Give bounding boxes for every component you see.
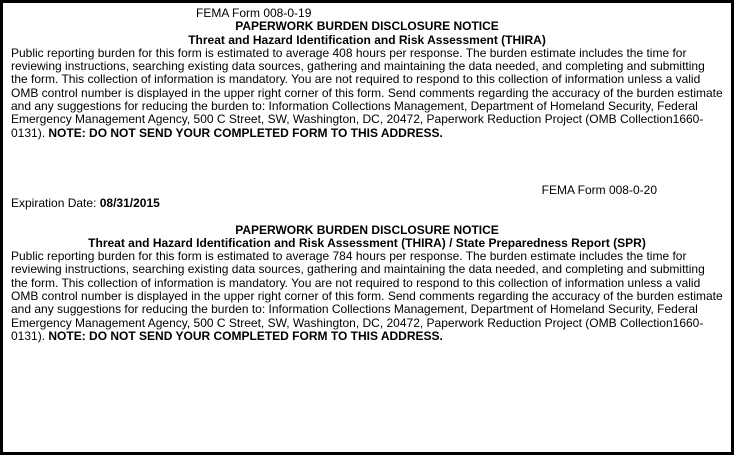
expiration-label: Expiration Date: (11, 196, 97, 211)
section2-paragraph (11, 250, 723, 343)
form-number-008-0-20: FEMA Form 008-0-20 (541, 182, 657, 197)
section1-title: PAPERWORK BURDEN DISCLOSURE NOTICE (235, 19, 499, 34)
section1-body-text: Public reporting burden for this form is estimated to average 408 hours per response. The burden estimate includes the time for reviewing instructions, searching existing data sources, gathering and maintaining the data needed, and completing and submitting the form. This collection of information is mandatory. You are not required to respond to this collection of information unless a valid OMB control number is displayed in the upper right corner of this form. Send comments regarding the accuracy of the burden estimate and any suggestions for reducing the burden to: Information Collections Management, Department of Homeland Security, Federal Emergency Management Agency, 500 C Street, SW, Washington, DC, 20472, Paperwork Reduction Project (OMB Collection1660-0131). (11, 45, 723, 140)
blank-line (11, 211, 723, 224)
section2-subtitle: Threat and Hazard Identification and Risk Assessment (THIRA) / State Preparedness Report (SPR) (88, 235, 646, 250)
section1-subtitle: Threat and Hazard Identification and Risk Assessment (THIRA) (188, 32, 546, 47)
section2-title: PAPERWORK BURDEN DISCLOSURE NOTICE (235, 222, 499, 237)
section2-note: NOTE: DO NOT SEND YOUR COMPLETED FORM TO THIS ADDRESS. (48, 328, 443, 343)
section-gap (11, 140, 723, 184)
form-number-008-0-19: FEMA Form 008-0-19 (196, 6, 312, 20)
expiration-date-line (11, 197, 723, 210)
section1-note: NOTE: DO NOT SEND YOUR COMPLETED FORM TO THIS ADDRESS. (48, 125, 443, 140)
expiration-value: 08/31/2015 (99, 196, 160, 211)
section2-body-text: Public reporting burden for this form is estimated to average 784 hours per response. The burden estimate includes the time for reviewing instructions, searching existing data sources, gathering and maintaining the data needed, and completing and submitting the form. This collection of information is mandatory. You are not required to respond to this collection of information unless a valid OMB control number is displayed in the upper right corner of this form. Send comments regarding the accuracy of the burden estimate and any suggestions for reducing the burden to: Information Collections Management, Department of Homeland Security, Federal Emergency Management Agency, 500 C Street, SW, Washington, DC, 20472, Paperwork Reduction Project (OMB Collection1660-0131). (11, 249, 723, 343)
section1-paragraph (11, 47, 723, 140)
